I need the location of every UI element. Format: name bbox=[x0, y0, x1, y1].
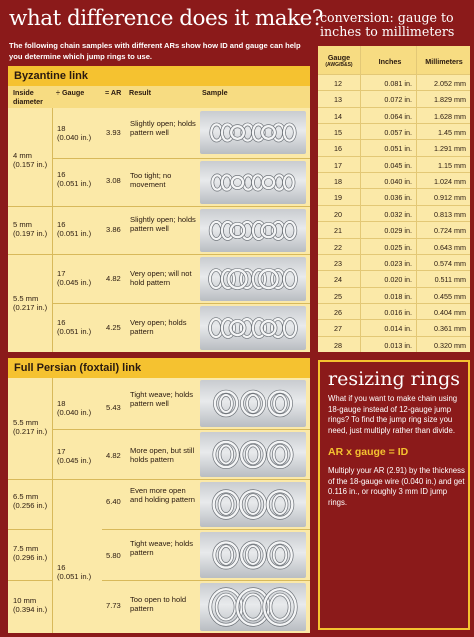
sample-image-persian bbox=[200, 532, 306, 578]
inches-cell: 0.051 in. bbox=[384, 144, 412, 154]
ar-value: 7.73 bbox=[106, 601, 121, 610]
id-value: 5.5 mm (0.217 in.) bbox=[13, 294, 48, 312]
mm-cell: 0.320 mm bbox=[434, 340, 466, 350]
gauge-cell: 16 bbox=[334, 144, 342, 154]
sample-image-byzantine bbox=[200, 306, 306, 350]
result-value: Too tight; no movement bbox=[130, 171, 172, 189]
inches-cell: 0.018 in. bbox=[384, 291, 412, 301]
mm-cell: 0.455 mm bbox=[434, 291, 466, 301]
conversion-row bbox=[318, 303, 470, 319]
ar-value: 6.40 bbox=[106, 497, 121, 506]
inches-cell: 0.040 in. bbox=[384, 177, 412, 187]
gauge-cell: 20 bbox=[334, 209, 342, 219]
conversion-row bbox=[318, 139, 470, 155]
inches-cell: 0.014 in. bbox=[384, 324, 412, 334]
inches-cell: 0.025 in. bbox=[384, 242, 412, 252]
col-inches: Inches bbox=[378, 57, 402, 66]
id-value: 5 mm (0.197 in.) bbox=[13, 220, 48, 238]
gauge-value: 16 (0.051 in.) bbox=[57, 563, 92, 581]
gauge-cell: 22 bbox=[334, 242, 342, 252]
conversion-row bbox=[318, 319, 470, 335]
mm-cell: 1.45 mm bbox=[438, 128, 466, 138]
conversion-row bbox=[318, 90, 470, 106]
gauge-value: 16 (0.051 in.) bbox=[57, 170, 92, 188]
gauge-cell: 26 bbox=[334, 307, 342, 317]
inches-cell: 0.045 in. bbox=[384, 160, 412, 170]
id-value: 7.5 mm (0.296 in.) bbox=[13, 544, 48, 562]
result-value: Slightly open; holds pattern well bbox=[130, 215, 196, 233]
conversion-row bbox=[318, 74, 470, 90]
mm-cell: 1.024 mm bbox=[434, 177, 466, 187]
mm-cell: 0.813 mm bbox=[434, 209, 466, 219]
ar-value: 3.08 bbox=[106, 176, 121, 185]
ar-value: 5.43 bbox=[106, 403, 121, 412]
byzantine-table bbox=[8, 86, 310, 352]
gauge-cell: 25 bbox=[334, 291, 342, 301]
id-value: 4 mm (0.157 in.) bbox=[13, 151, 48, 169]
mm-cell: 1.15 mm bbox=[438, 160, 466, 170]
persian-section-title: Full Persian (foxtail) link bbox=[8, 358, 310, 378]
mm-cell: 0.912 mm bbox=[434, 193, 466, 203]
inches-cell: 0.081 in. bbox=[384, 79, 412, 88]
gauge-value: 17 (0.045 in.) bbox=[57, 447, 92, 465]
resizing-paragraph-2: Multiply your AR (2.91) by the thickness of the 18-gauge wire (0.040 in.) and get 0.116 in., or roughly 3 mm ID jump rings. bbox=[328, 466, 465, 507]
sample-image-persian bbox=[200, 583, 306, 631]
gauge-cell: 24 bbox=[334, 275, 342, 285]
conversion-row bbox=[318, 336, 470, 352]
id-value: 5.5 mm (0.217 in.) bbox=[13, 418, 48, 436]
right-column bbox=[312, 0, 474, 637]
result-value: Very open; holds pattern bbox=[130, 318, 187, 336]
inches-cell: 0.029 in. bbox=[384, 226, 412, 236]
conversion-table-header bbox=[318, 46, 470, 74]
divider bbox=[52, 108, 53, 352]
mm-cell: 0.643 mm bbox=[434, 242, 466, 252]
conversion-row bbox=[318, 270, 470, 286]
mm-cell: 1.291 mm bbox=[434, 144, 466, 154]
mm-cell: 0.361 mm bbox=[434, 324, 466, 334]
conversion-row bbox=[318, 287, 470, 303]
sample-image-byzantine bbox=[200, 209, 306, 252]
gauge-cell: 21 bbox=[334, 226, 342, 236]
gauge-cell: 15 bbox=[334, 128, 342, 138]
conversion-row bbox=[318, 156, 470, 172]
result-value: More open, but still holds pattern bbox=[130, 446, 195, 464]
gauge-value: 17 (0.045 in.) bbox=[57, 269, 92, 287]
gauge-value: 16 (0.051 in.) bbox=[57, 318, 92, 336]
inches-cell: 0.064 in. bbox=[384, 111, 412, 121]
gauge-cell: 19 bbox=[334, 193, 342, 203]
ar-value: 4.82 bbox=[106, 451, 121, 460]
ar-value: 4.82 bbox=[106, 274, 121, 283]
conversion-row bbox=[318, 123, 470, 139]
inches-cell: 0.016 in. bbox=[384, 307, 412, 317]
sample-image-byzantine bbox=[200, 257, 306, 301]
divider bbox=[52, 378, 53, 633]
conversion-row bbox=[318, 221, 470, 237]
resizing-paragraph-1: What if you want to make chain using 18-gauge instead of 12-gauge jump rings? To find the jump ring size you need, just multiply rather than divide. bbox=[328, 394, 458, 435]
resizing-title: resizing rings bbox=[328, 368, 460, 390]
ar-value: 3.93 bbox=[106, 128, 121, 137]
gauge-cell: 14 bbox=[334, 111, 342, 121]
mm-cell: 1.829 mm bbox=[434, 95, 466, 105]
sample-image-byzantine bbox=[200, 161, 306, 204]
id-value: 10 mm (0.394 in.) bbox=[13, 596, 48, 614]
conversion-table bbox=[318, 46, 470, 352]
byzantine-column-headers bbox=[8, 86, 310, 108]
conversion-row bbox=[318, 205, 470, 221]
persian-table bbox=[8, 378, 310, 633]
gauge-cell: 18 bbox=[334, 177, 342, 187]
gauge-cell: 28 bbox=[334, 340, 342, 350]
intro-text: The following chain samples with different ARs show how ID and gauge can help you determine which jump rings to use. bbox=[9, 41, 301, 61]
result-value: Even more open and holding pattern bbox=[130, 486, 196, 504]
inches-cell: 0.057 in. bbox=[384, 128, 412, 138]
sample-image-persian bbox=[200, 380, 306, 427]
inches-cell: 0.020 in. bbox=[384, 275, 412, 285]
gauge-value: 16 (0.051 in.) bbox=[57, 220, 92, 238]
sample-image-byzantine bbox=[200, 111, 306, 154]
col-gauge: ÷ Gauge bbox=[56, 88, 85, 97]
result-value: Too open to hold pattern bbox=[130, 595, 187, 613]
mm-cell: 0.404 mm bbox=[434, 307, 466, 317]
inches-cell: 0.023 in. bbox=[384, 258, 412, 268]
col-gauge: Gauge bbox=[327, 53, 351, 62]
result-value: Tight weave; holds pattern bbox=[130, 539, 194, 557]
mm-cell: 0.511 mm bbox=[434, 275, 466, 285]
gauge-cell: 13 bbox=[334, 95, 342, 105]
result-value: Tight weave; holds pattern well bbox=[130, 390, 194, 408]
id-value: 6.5 mm (0.256 in.) bbox=[13, 492, 48, 510]
result-value: Slightly open; holds pattern well bbox=[130, 119, 196, 137]
col-result: Result bbox=[129, 88, 151, 97]
byzantine-section-title: Byzantine link bbox=[8, 66, 310, 86]
col-gauge-sub: (AWG/B&S) bbox=[325, 62, 353, 68]
result-value: Very open; will not hold pattern bbox=[130, 269, 192, 287]
sample-image-persian bbox=[200, 432, 306, 477]
ar-value: 5.80 bbox=[106, 551, 121, 560]
page-title: what difference does it make? bbox=[9, 6, 323, 31]
col-ar: = AR bbox=[105, 88, 122, 97]
conversion-row bbox=[318, 172, 470, 188]
sample-image-persian bbox=[200, 482, 306, 527]
conversion-row bbox=[318, 188, 470, 204]
gauge-value: 18 (0.040 in.) bbox=[57, 124, 92, 142]
conversion-row bbox=[318, 254, 470, 270]
col-inside-diameter: Inside diameter bbox=[13, 88, 43, 106]
gauge-cell: 12 bbox=[334, 79, 342, 88]
conversion-title: conversion: gauge to inches to millimeters bbox=[320, 10, 455, 39]
resizing-formula: AR x gauge = ID bbox=[328, 446, 409, 458]
mm-cell: 2.052 mm bbox=[434, 79, 466, 88]
col-millimeters: Millimeters bbox=[425, 57, 463, 66]
gauge-cell: 27 bbox=[334, 324, 342, 334]
conversion-row bbox=[318, 238, 470, 254]
mm-cell: 0.724 mm bbox=[434, 226, 466, 236]
gauge-cell: 17 bbox=[334, 160, 342, 170]
mm-cell: 0.574 mm bbox=[434, 258, 466, 268]
gauge-value: 18 (0.040 in.) bbox=[57, 399, 92, 417]
inches-cell: 0.032 in. bbox=[384, 209, 412, 219]
gauge-cell: 23 bbox=[334, 258, 342, 268]
inches-cell: 0.072 in. bbox=[384, 95, 412, 105]
inches-cell: 0.013 in. bbox=[384, 340, 412, 350]
ar-value: 4.25 bbox=[106, 323, 121, 332]
ar-value: 3.86 bbox=[106, 225, 121, 234]
col-sample: Sample bbox=[202, 88, 228, 97]
mm-cell: 1.628 mm bbox=[434, 111, 466, 121]
inches-cell: 0.036 in. bbox=[384, 193, 412, 203]
conversion-row bbox=[318, 107, 470, 123]
resizing-rings-box bbox=[318, 360, 470, 630]
